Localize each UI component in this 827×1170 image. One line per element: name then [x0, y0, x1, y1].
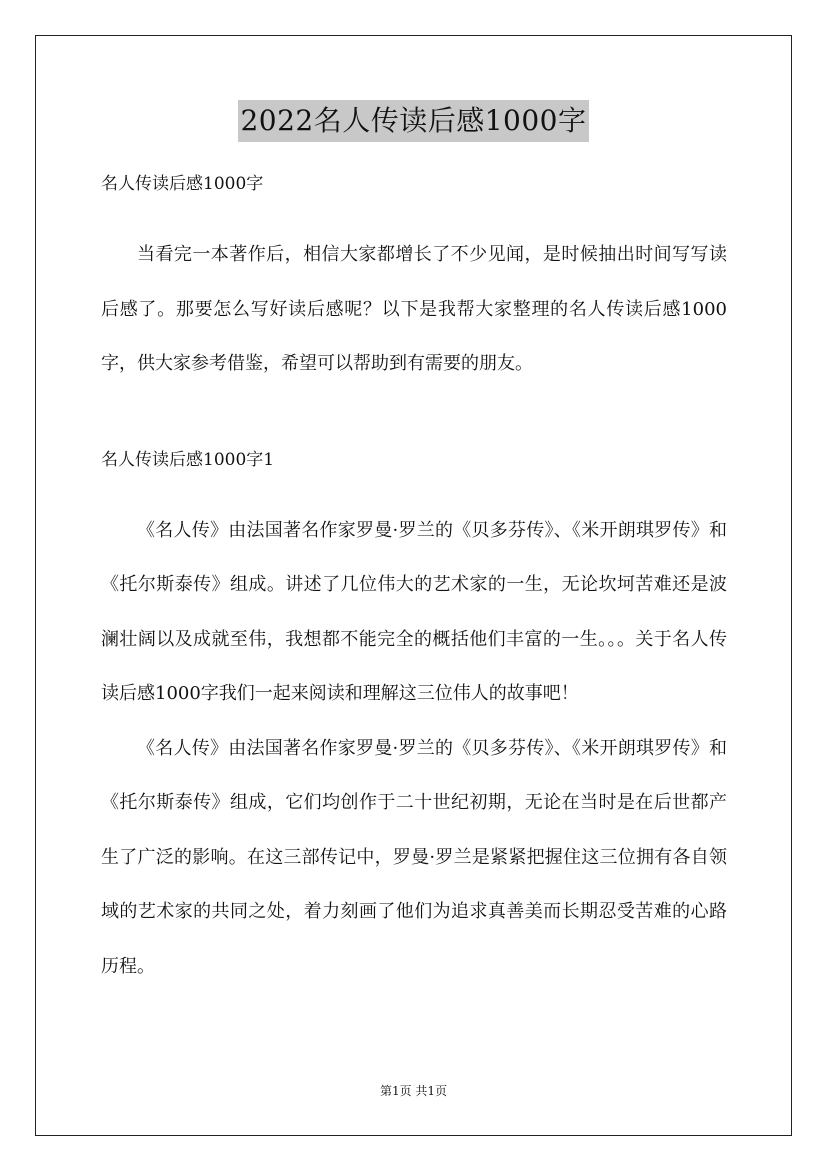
page-footer — [0, 1082, 827, 1100]
document-body — [101, 172, 727, 994]
title-container — [0, 100, 827, 142]
subtitle: 名人传读后感1000字 — [101, 174, 264, 194]
intro-paragraph: 当看完一本著作后，相信大家都增长了不少见闻，是时候抽出时间写写读后感了。那要怎么写好读后感呢？以下是我帮大家整理的名人传读后感1000字，供大家参考借鉴，希望可以帮助到有需要的朋友。 — [101, 244, 727, 374]
page-number: 第1页 共1页 — [379, 1084, 448, 1098]
document-title: 2022名人传读后感1000字 — [238, 100, 588, 142]
body-paragraph-2: 《名人传》由法国著名作家罗曼·罗兰的《贝多芬传》、《米开朗琪罗传》和《托尔斯泰传》组成，它们均创作于二十世纪初期，无论在当时是在后世都产生了广泛的影响。在这三部传记中，罗曼·罗兰是紧紧把握住这三位拥有各自领域的艺术家的共同之处，着力刻画了他们为追求真善美而长期忍受苦难的心路历程。 — [101, 737, 727, 977]
body-paragraph-1: 《名人传》由法国著名作家罗曼·罗兰的《贝多芬传》、《米开朗琪罗传》和《托尔斯泰传》组成。讲述了几位伟大的艺术家的一生，无论坎坷苦难还是波澜壮阔以及成就至伟，我想都不能完全的概括他们丰富的一生。。。关于名人传读后感1000字我们一起来阅读和理解这三位伟人的故事吧！ — [101, 519, 727, 704]
section-heading: 名人传读后感1000字1 — [101, 449, 275, 470]
